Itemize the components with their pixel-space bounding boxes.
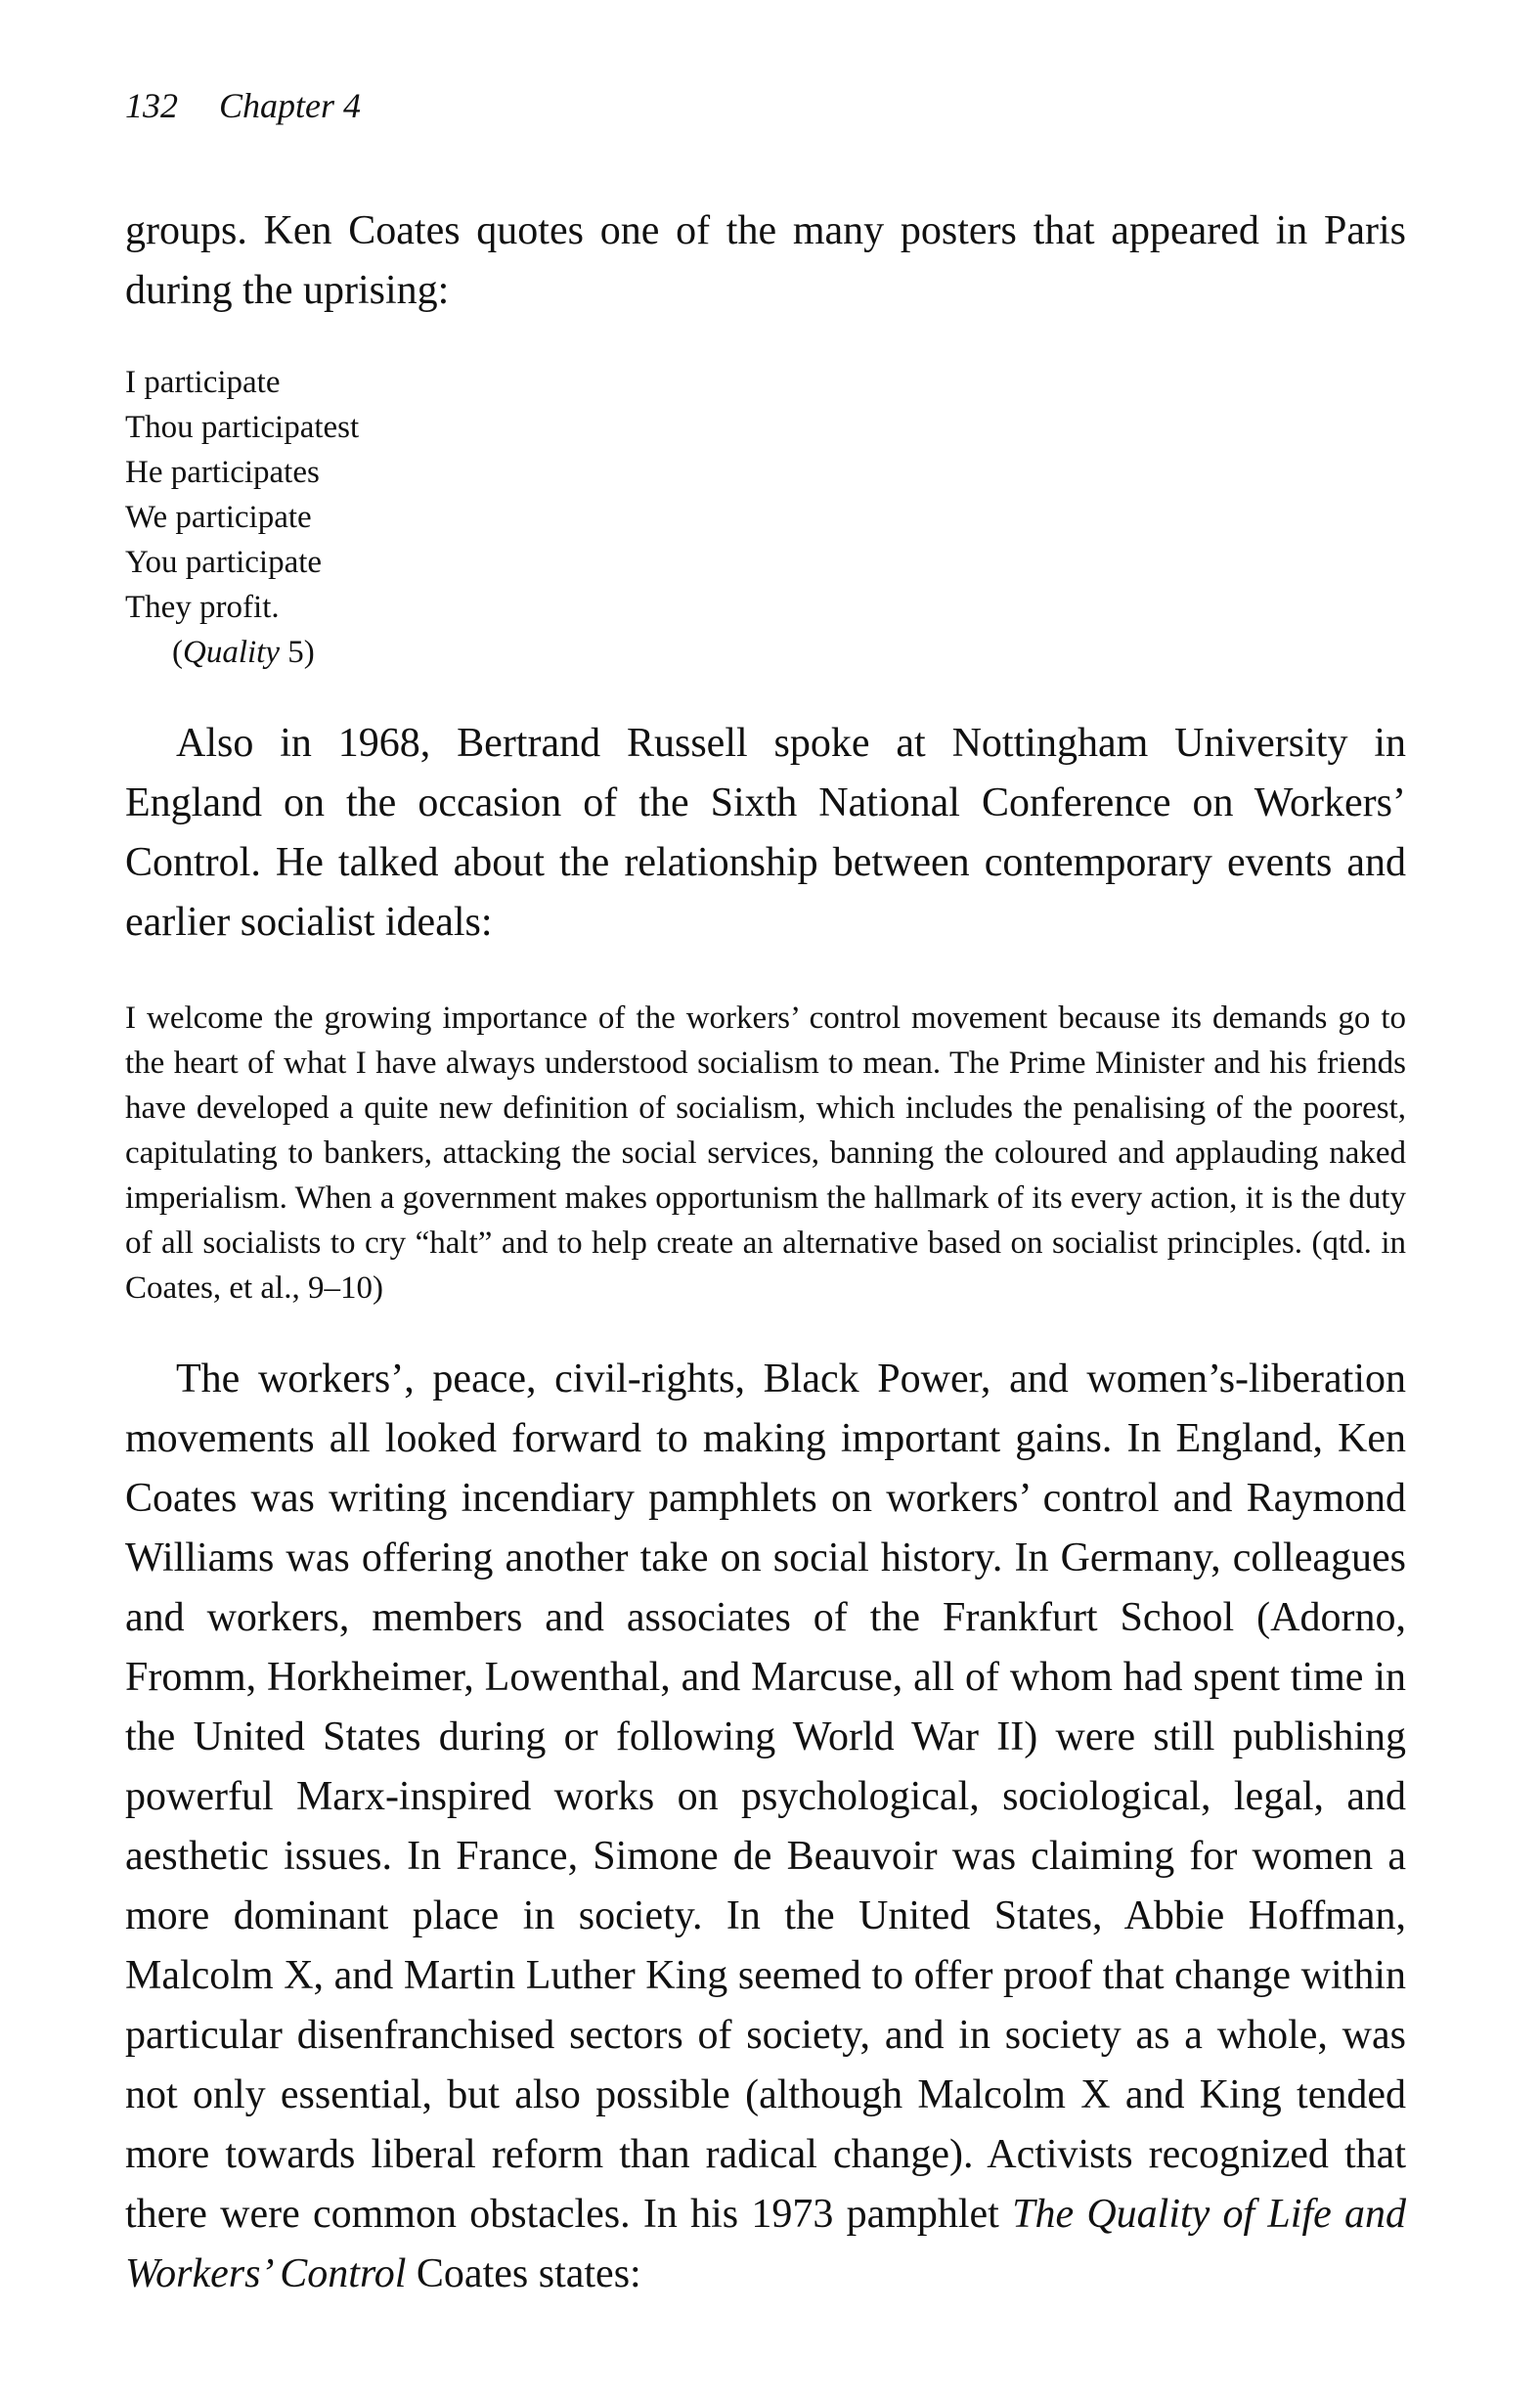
block-quote-russell: I welcome the growing importance of the workers’ control movement because its demands go to the heart of what I have always understood socialism to mean. The Prime Minister and his friends have developed a quite new definition of socialism, which includes the penalising of the poorest, capitulating to bankers, attacking the social services, banning the coloured and applauding naked imperialism. When a government makes opportunism the hallmark of its every action, it is the duty of all socialists to cry “halt” and to help create an alternative based on socialist principles. (qtd. in Coates, et al., 9–10) bbox=[125, 1001, 1406, 1306]
poster-line: Thou participatest bbox=[125, 410, 360, 445]
poster-line: We participate bbox=[125, 500, 312, 535]
poster-line: I participate bbox=[125, 365, 281, 400]
poster-quote bbox=[125, 360, 1406, 675]
running-head bbox=[125, 78, 1406, 133]
paragraph-3 bbox=[125, 1350, 1406, 2304]
pamphlet-title: The Quality of Life and Workers’ Control bbox=[125, 2192, 1406, 2296]
citation-title: Quality bbox=[183, 635, 280, 670]
paragraph-1: groups. Ken Coates quotes one of the many posters that appeared in Paris during the uprising: bbox=[125, 208, 1406, 313]
poster-line: He participates bbox=[125, 455, 320, 490]
citation-open: ( bbox=[172, 635, 183, 670]
paragraph-3-tail: Coates states: bbox=[406, 2251, 641, 2296]
citation-rest: 5) bbox=[279, 635, 315, 670]
page-number: 132 bbox=[125, 86, 178, 125]
poster-line: You participate bbox=[125, 545, 323, 580]
book-page bbox=[125, 78, 1406, 2304]
paragraph-2: Also in 1968, Bertrand Russell spoke at Nottingham University in England on the occasion of the Sixth National Conference on Workers’ Control. He talked about the relationship between contemporary events and earlier socialist ideals: bbox=[125, 721, 1406, 945]
poster-line: They profit. bbox=[125, 590, 280, 625]
chapter-title: Chapter 4 bbox=[219, 86, 362, 125]
paragraph-3-text: The workers’, peace, civil-rights, Black Power, and women’s-liberation movements all looked forward to making important gains. In England, Ken Coates was writing incendiary pamphlets on workers’ control and Raymond Williams was offering another take on social history. In Germany, colleagues and workers, members and associates of the Frankfurt School (Adorno, Fromm, Horkheimer, Lowenthal, and Marcuse, all of whom had spent time in the United States during or following World War II) were still publishing powerful Marx-inspired works on psychological, sociological, legal, and aesthetic issues. In France, Simone de Beauvoir was claiming for women a more dominant place in society. In the United States, Abbie Hoffman, Malcolm X, and Martin Luther King seemed to offer proof that change within particular disenfranchised sectors of society, and in society as a whole, was not only essential, but also possible (although Malcolm X and King tended more towards liberal reform than radical change). Activists recognized that there were common obstacles. In his 1973 pamphlet bbox=[125, 1357, 1406, 2237]
poster-citation bbox=[125, 630, 1406, 675]
